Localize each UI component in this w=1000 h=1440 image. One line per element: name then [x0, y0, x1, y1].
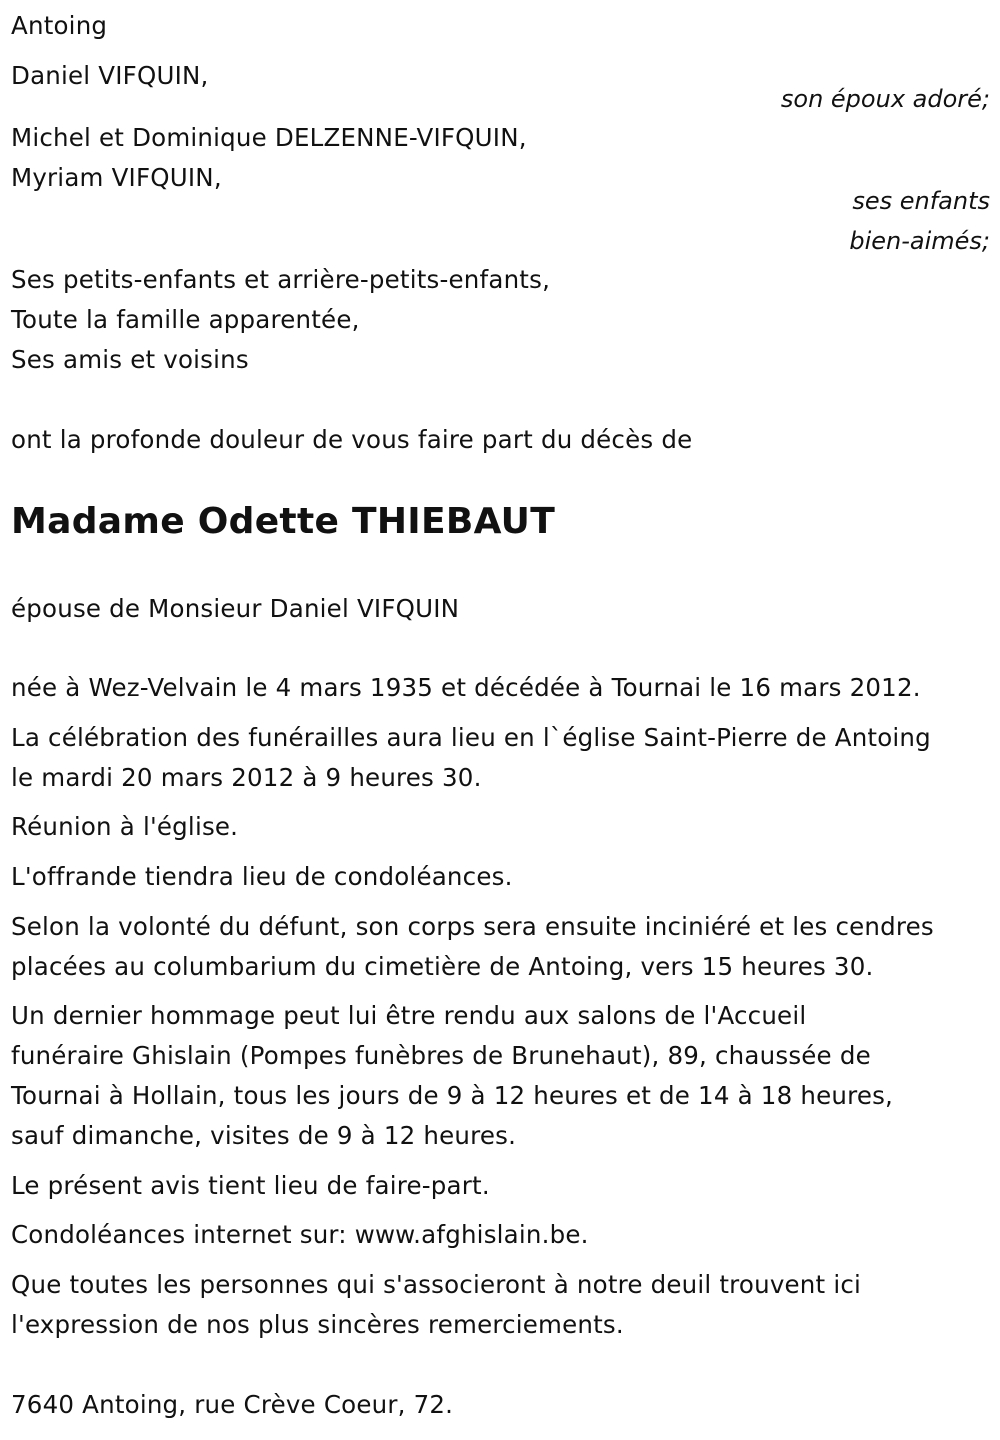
homage-text: Tournai à Hollain, tous les jours de 9 à 12 heures et de 14 à 18 heures,: [11, 1081, 894, 1110]
homage-text: Un dernier hommage peut lui être rendu aux salons de l'Accueil: [11, 1001, 807, 1030]
ceremony-text: La célébration des funérailles aura lieu en l`église Saint-Pierre de Antoing: [11, 723, 931, 752]
spouse-of: épouse de Monsieur Daniel VIFQUIN: [11, 594, 460, 623]
family-line: Ses petits-enfants et arrière-petits-enfants,: [11, 265, 551, 294]
children-role: ses enfants: [852, 187, 990, 215]
deceased-name: Madame Odette THIEBAUT: [11, 501, 556, 542]
spouse-name: Daniel VIFQUIN,: [11, 61, 209, 90]
child-name: Myriam VIFQUIN,: [11, 163, 222, 192]
family-line: Toute la famille apparentée,: [11, 305, 360, 334]
birth-death: née à Wez-Velvain le 4 mars 1935 et décédée à Tournai le 16 mars 2012.: [11, 673, 921, 702]
child-name: Michel et Dominique DELZENNE-VIFQUIN,: [11, 123, 527, 152]
announcement-intro: ont la profonde douleur de vous faire part du décès de: [11, 425, 693, 454]
spouse-role: son époux adoré;: [780, 85, 990, 113]
thanks-text: Que toutes les personnes qui s'associeront à notre deuil trouvent ici: [11, 1270, 862, 1299]
cremation-text: placées au columbarium du cimetière de Antoing, vers 15 heures 30.: [11, 952, 874, 981]
notice-text: Le présent avis tient lieu de faire-part.: [11, 1171, 490, 1200]
offering-text: L'offrande tiendra lieu de condoléances.: [11, 862, 513, 891]
homage-text: funéraire Ghislain (Pompes funèbres de Brunehaut), 89, chaussée de: [11, 1041, 871, 1070]
cremation-text: Selon la volonté du défunt, son corps sera ensuite inciniéré et les cendres: [11, 912, 934, 941]
town-heading: Antoing: [11, 11, 108, 40]
thanks-text: l'expression de nos plus sincères remerciements.: [11, 1310, 624, 1339]
family-line: Ses amis et voisins: [11, 345, 249, 374]
ceremony-text: le mardi 20 mars 2012 à 9 heures 30.: [11, 763, 482, 792]
homage-text: sauf dimanche, visites de 9 à 12 heures.: [11, 1121, 517, 1150]
children-role: bien-aimés;: [849, 227, 990, 255]
condolences-text: Condoléances internet sur: www.afghislain.be.: [11, 1220, 589, 1249]
meeting-text: Réunion à l'église.: [11, 812, 239, 841]
address: 7640 Antoing, rue Crève Coeur, 72.: [11, 1390, 454, 1419]
